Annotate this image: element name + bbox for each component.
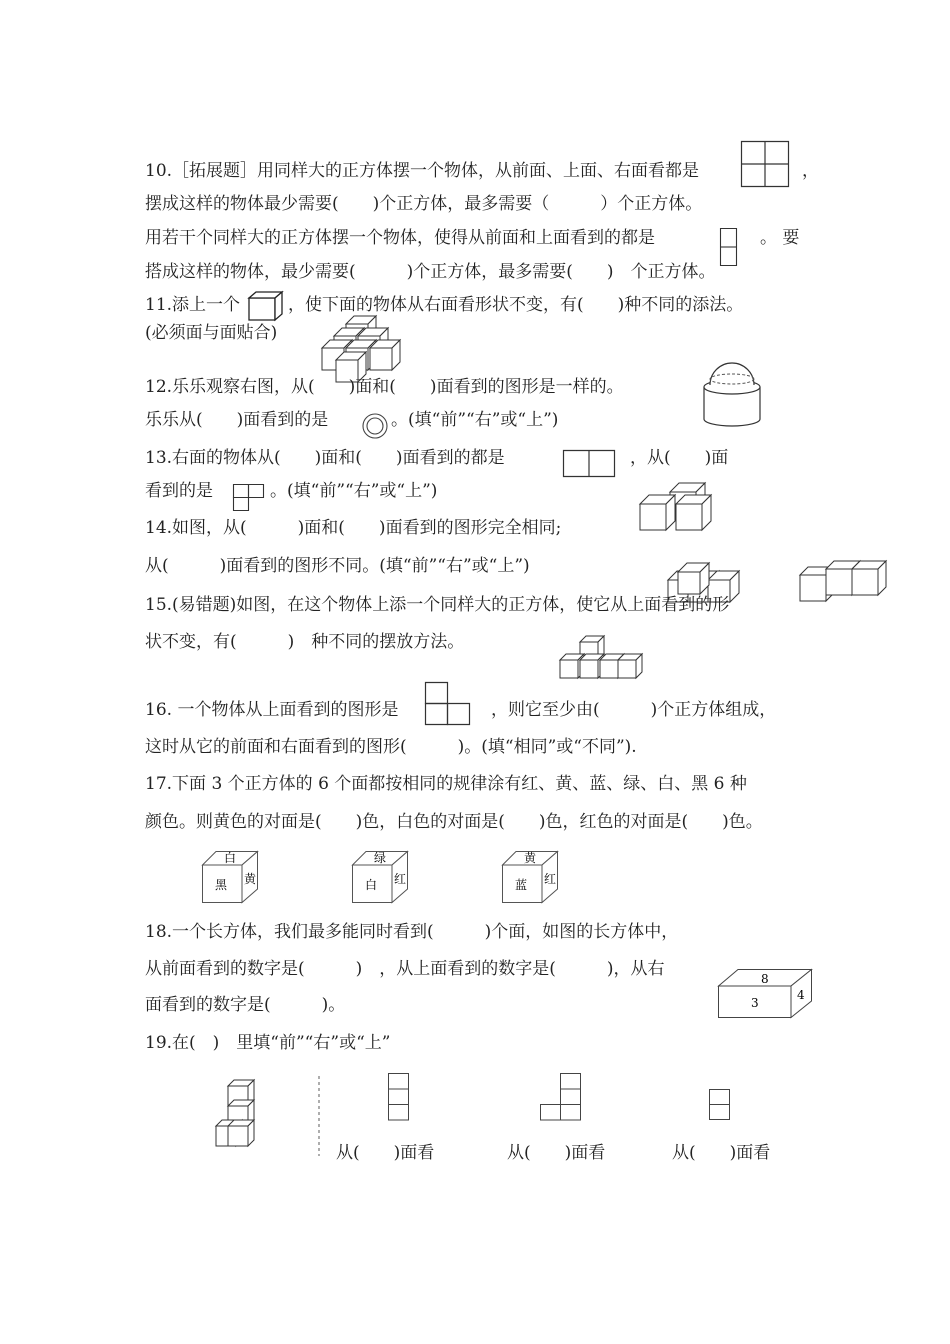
q16-line2: 这时从它的前面和右面看到的图形( )。(填“相同”或“不同”). bbox=[145, 737, 637, 757]
q15-cube-object-figure bbox=[560, 636, 636, 680]
q13-cube-object-figure-cube-1 bbox=[640, 495, 675, 530]
q10-line4: 搭成这样的物体，最少需要( )个正方体，最多需要( ) 个正方体。 bbox=[145, 262, 716, 282]
q18-box-side-number: 4 bbox=[797, 988, 805, 1002]
q17-cube1-front-label: 黑 bbox=[215, 878, 228, 892]
q10-line3-end: 。 要 bbox=[760, 228, 800, 248]
q19-view-label-1: 从( )面看 bbox=[336, 1143, 435, 1163]
q19-view-label-2: 从( )面看 bbox=[507, 1143, 606, 1163]
q17-cube1-top-label: 白 bbox=[224, 851, 237, 865]
q14-line1: 14.如图，从( )面和( )面看到的图形完全相同; bbox=[145, 518, 562, 538]
q13-cube-object-figure-cube-2 bbox=[676, 495, 711, 530]
q15-line1: 15.(易错题)如图，在这个物体上添一个同样大的正方体，使它从上面看到的形 bbox=[145, 595, 730, 615]
q14-cube-row-figure-left-cube-3 bbox=[678, 563, 709, 594]
q14-line2: 从( )面看到的图形不同。(填“前”“右”或“上”) bbox=[145, 556, 530, 576]
q10-line3: 用若干个同样大的正方体摆一个物体，使得从前面和上面看到的都是 bbox=[145, 228, 655, 248]
q19-cube-stack-figure bbox=[216, 1080, 262, 1148]
q17-cube3-top-label: 黄 bbox=[524, 851, 537, 865]
q13-line2: 看到的是 bbox=[145, 481, 213, 501]
q11-cube-stack-figure-cube-5 bbox=[370, 340, 400, 370]
q17-cube2-front-label: 白 bbox=[365, 878, 378, 892]
q12-line2: 乐乐从( )面看到的是 bbox=[145, 410, 329, 430]
q17-cube3-front-label: 蓝 bbox=[515, 878, 528, 892]
q14-cube-row-figure-right-cube-2 bbox=[852, 561, 886, 595]
q13-two-squares-figure bbox=[563, 450, 615, 477]
q17-line1: 17.下面 3 个正方体的 6 个面都按相同的规律涂有红、黄、蓝、绿、白、黑 6 种 bbox=[145, 774, 747, 794]
q13-line2-rest: 。(填“前”“右”或“上”) bbox=[270, 481, 438, 501]
q16-top-view-figure bbox=[425, 682, 471, 726]
q10-square-2x2-figure bbox=[741, 141, 789, 187]
q18-box-top-number: 8 bbox=[761, 972, 769, 986]
q12-line1: 12.乐乐观察右图，从( )面和( )面看到的图形是一样的。 bbox=[145, 377, 624, 397]
q17-cube1-side-label: 黄 bbox=[244, 872, 257, 886]
q11-line2: (必须面与面贴合) bbox=[145, 323, 278, 343]
q18-box-front-number: 3 bbox=[751, 996, 759, 1010]
q18-numbered-box-figure bbox=[718, 969, 812, 1018]
q19-view-label-3: 从( )面看 bbox=[672, 1143, 771, 1163]
q19-view-figure-2 bbox=[540, 1073, 582, 1121]
q17-cube3-side-label: 红 bbox=[544, 872, 557, 886]
q13-line1: 13.右面的物体从( )面和( )面看到的都是 bbox=[145, 448, 505, 468]
q17-color-cube-2 bbox=[352, 851, 408, 903]
q10-line1: 10.［拓展题］用同样大的正方体摆一个物体，从前面、上面、右面看都是 bbox=[145, 161, 700, 181]
q10-line1-comma: ， bbox=[802, 161, 819, 181]
q17-color-cube-1 bbox=[202, 851, 258, 903]
q19-cube-stack-figure-cube-3 bbox=[228, 1120, 254, 1146]
q17-line2: 颜色。则黄色的对面是( )色，白色的对面是( )色，红色的对面是( )色。 bbox=[145, 812, 763, 832]
q11-cube-icon bbox=[248, 291, 284, 321]
q19-view-figure-1 bbox=[388, 1073, 410, 1121]
q18-line3: 面看到的数字是( )。 bbox=[145, 995, 346, 1015]
q16-line1: 16. 一个物体从上面看到的图形是 bbox=[145, 700, 399, 720]
q18-line2: 从前面看到的数字是( ) ，从上面看到的数字是( )，从右 bbox=[145, 959, 665, 979]
q13-cube-object-figure bbox=[640, 483, 718, 528]
q17-cube2-side-label: 红 bbox=[394, 872, 407, 886]
q19-view-figure-3 bbox=[709, 1089, 731, 1121]
q19-dashed-divider bbox=[317, 1076, 321, 1156]
q14-cube-row-figure-right bbox=[800, 557, 886, 592]
q11-line1-rest: ，使下面的物体从右面看形状不变，有( )种不同的添法。 bbox=[288, 295, 744, 315]
q11-line1: 11.添上一个 bbox=[145, 295, 241, 315]
q17-color-cube-3 bbox=[502, 851, 558, 903]
q12-sphere-on-cylinder-figure bbox=[703, 355, 761, 427]
q15-cube-object-figure-cube-4 bbox=[618, 654, 642, 678]
q11-cube-stack-figure bbox=[322, 316, 398, 382]
q14-cube-row-figure-left bbox=[668, 559, 744, 594]
q18-line1: 18.一个长方体，我们最多能同时看到( )个面，如图的长方体中， bbox=[145, 922, 679, 942]
q12-concentric-circles-figure bbox=[362, 413, 388, 439]
q16-line1-rest: ，则它至少由( )个正方体组成， bbox=[491, 700, 777, 720]
q10-vertical-2-square-figure bbox=[720, 228, 737, 266]
q10-line2: 摆成这样的物体最少需要( )个正方体，最多需要（ ）个正方体。 bbox=[145, 194, 703, 214]
q12-line2-rest: 。(填“前”“右”或“上”) bbox=[391, 410, 559, 430]
q17-cube2-top-label: 绿 bbox=[374, 851, 387, 865]
q19-line1: 19.在( ) 里填“前”“右”或“上” bbox=[145, 1033, 391, 1053]
q13-line1-rest: ，从( )面 bbox=[630, 448, 729, 468]
q13-l-shape-figure bbox=[233, 484, 265, 512]
q15-line2: 状不变，有( ) 种不同的摆放方法。 bbox=[145, 632, 465, 652]
